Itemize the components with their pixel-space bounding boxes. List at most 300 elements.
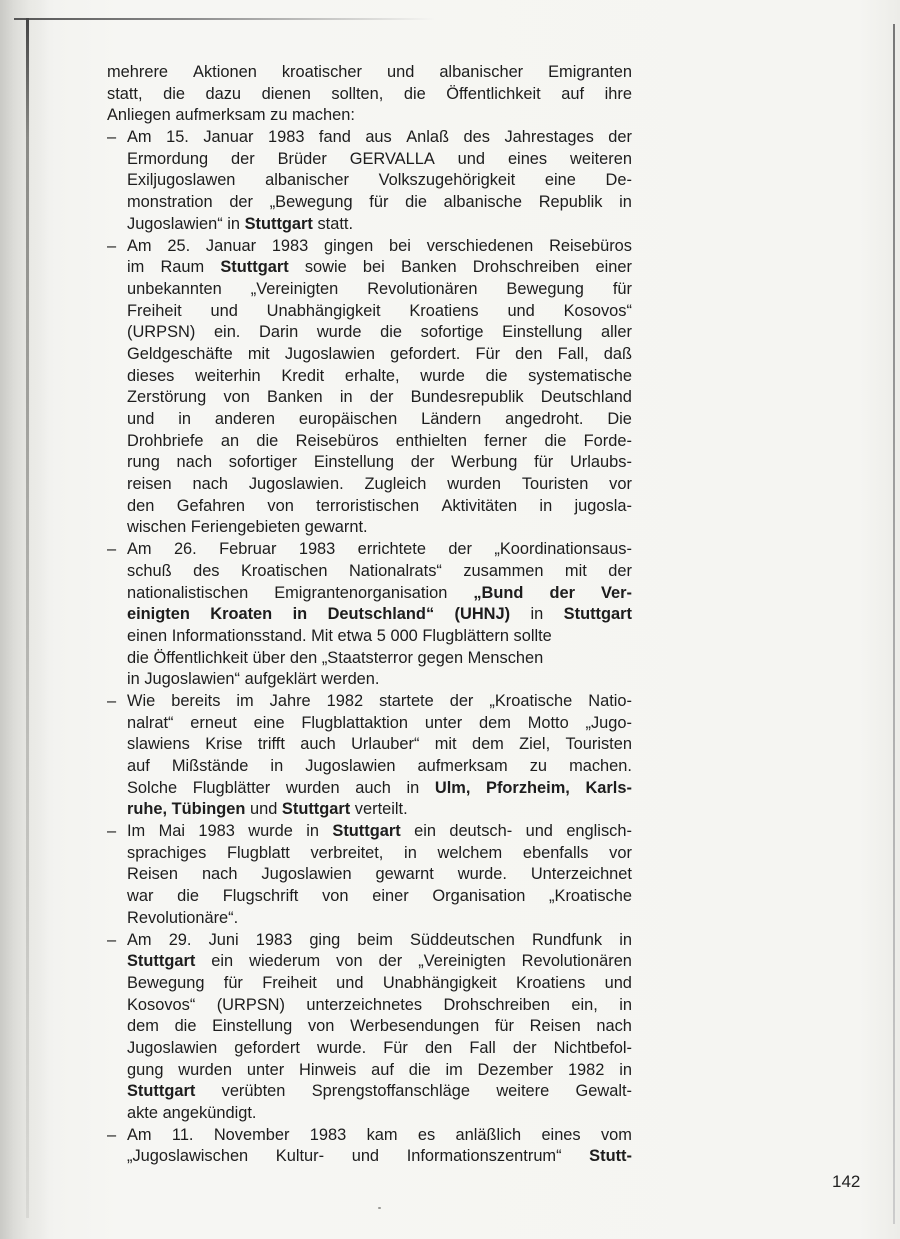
word: fand (318, 128, 351, 147)
word: zu (270, 106, 288, 125)
word: GERVALLA (349, 149, 435, 168)
word: Kroatiens (516, 973, 586, 992)
word: weiterhin (195, 366, 261, 385)
text-line (107, 886, 632, 908)
text-line (107, 1125, 632, 1147)
text-line (107, 62, 632, 84)
word: nach (176, 453, 213, 472)
word: nach (201, 865, 238, 884)
word: De- (605, 171, 632, 190)
word: vom (600, 1125, 632, 1144)
word: schuß (127, 561, 172, 580)
word: statt. (317, 214, 353, 233)
word: aufmerksam (417, 757, 508, 775)
word: ruhe, (127, 800, 168, 819)
word: monstration (127, 193, 213, 212)
word: Kosovos“ (563, 301, 632, 320)
word: gefordert (234, 1038, 300, 1057)
word: und (507, 301, 535, 320)
word: und (210, 301, 238, 320)
word: etwa (337, 626, 373, 645)
word: wurde (248, 822, 293, 841)
word: aller (600, 323, 632, 342)
word: anläßlich (455, 1125, 522, 1144)
word: für (369, 193, 389, 212)
word: auf (371, 1060, 394, 1079)
word: wurde (316, 323, 362, 342)
word: Aktivitäten (441, 496, 518, 515)
word: Exiljugoslawen (127, 171, 236, 190)
word: der (608, 561, 632, 580)
word: den (127, 496, 155, 515)
word: Für (475, 344, 501, 363)
word: Bewegung (506, 279, 584, 298)
word: Februar (219, 540, 277, 559)
word: die (163, 84, 185, 103)
word: der (410, 453, 435, 472)
word: Solche (127, 778, 178, 797)
word: europäischen (298, 410, 398, 428)
word: rung (127, 453, 160, 472)
word: 1983 (309, 1125, 347, 1144)
word: verübten (221, 1082, 286, 1101)
text-line (107, 279, 632, 301)
word: Fall, (557, 344, 589, 363)
word: Aktionen (193, 63, 257, 81)
word: Reisebüros (295, 431, 379, 450)
word: in (339, 388, 353, 407)
text-line (107, 496, 632, 518)
body-text (107, 62, 632, 1168)
word: und (457, 149, 486, 168)
word: und (386, 63, 415, 81)
word: 29. (168, 930, 192, 949)
word: in (306, 822, 320, 841)
word: verteilt. (354, 800, 408, 819)
word: im (127, 258, 145, 277)
word: verschiedenen (426, 236, 534, 255)
word: dem (471, 735, 504, 754)
word: Menschen (467, 648, 544, 667)
word: den (289, 648, 318, 667)
word: und (525, 822, 553, 841)
word: gegen (417, 648, 464, 667)
word: von (267, 496, 294, 515)
word: Reisen (529, 1017, 581, 1036)
word: Einstellung (212, 1017, 293, 1036)
word: 1983 (198, 822, 235, 841)
word: Anliegen (107, 106, 171, 125)
word: eine (253, 713, 285, 732)
word: „Koordinationsaus- (494, 540, 632, 559)
word: 25. (167, 236, 191, 255)
word: die (127, 648, 149, 667)
word: Am (127, 236, 152, 255)
word: slawiens (127, 735, 190, 754)
word: mit (564, 561, 587, 580)
word: Stuttgart (332, 822, 401, 841)
word: Am (127, 540, 152, 559)
word: der (549, 583, 575, 602)
word: verbreitet, (310, 843, 384, 862)
word: Darin (259, 323, 299, 342)
word: Im (127, 822, 146, 841)
word: Flugblättern (422, 626, 509, 645)
text-line (107, 756, 632, 778)
word: ein (414, 822, 436, 841)
word: Stuttgart (281, 800, 351, 819)
word: Bewegung (127, 973, 205, 992)
text-line (107, 1103, 632, 1125)
word: Raum (160, 258, 205, 277)
word: Reisen (127, 865, 179, 884)
word: der (229, 193, 254, 212)
word: kam (366, 1125, 398, 1144)
text-line (107, 799, 632, 821)
word: dieses (127, 366, 175, 385)
word: akte (127, 1104, 158, 1122)
word: nationalistischen (127, 583, 249, 602)
text-line (107, 474, 632, 496)
text-line (107, 930, 632, 952)
word: Flugblattaktion (301, 713, 408, 732)
word: Banken (400, 258, 457, 277)
word: in (292, 605, 308, 624)
word: für (534, 453, 554, 472)
word: die (544, 431, 567, 450)
scan-edge-top (14, 18, 434, 20)
word: in (227, 214, 241, 233)
word: 1982 (567, 1060, 605, 1079)
word: eines (507, 149, 548, 168)
word: erhalte, (344, 366, 400, 385)
word: beim (357, 930, 393, 949)
word: Volkszugehörigkeit (378, 171, 516, 190)
word: Kroaten (210, 605, 273, 624)
word: gung (127, 1060, 164, 1079)
word: und (127, 410, 155, 428)
word: englisch- (566, 822, 632, 841)
word: die (485, 366, 508, 385)
word: es (417, 1125, 436, 1144)
word: nach (596, 1017, 632, 1036)
word: die (380, 323, 402, 342)
text-line (107, 387, 632, 409)
word: auch (355, 778, 391, 797)
word: Jahrestages (504, 128, 594, 147)
word: kroatischer (281, 63, 362, 81)
word: Unabhängigkeit (266, 301, 381, 320)
word: 11. (171, 1125, 194, 1144)
word: für (612, 279, 632, 298)
word: im (236, 691, 254, 710)
word: Urlaubs- (569, 453, 632, 472)
word: albanischer (439, 63, 524, 81)
list-dash: – (107, 128, 117, 147)
word: mit (434, 735, 457, 754)
word: dienen (261, 84, 311, 103)
scan-speck (378, 1207, 381, 1209)
word: einer (372, 887, 409, 906)
word: auf (127, 757, 150, 775)
word: Zerstörung (127, 388, 207, 407)
word: Revolutionäre“. (127, 908, 239, 927)
text-line (107, 995, 632, 1017)
word: Krise (205, 735, 243, 754)
text-line (107, 583, 632, 605)
word: Stuttgart (563, 605, 632, 624)
word: 1983 (267, 128, 305, 147)
word: in (619, 193, 632, 212)
word: und (249, 800, 278, 819)
word: in (619, 930, 632, 949)
word: den (424, 1038, 453, 1057)
text-line (107, 604, 632, 626)
word: Pforzheim, (486, 778, 570, 797)
word: Ulm, (434, 778, 471, 797)
word: 1983 (271, 236, 309, 255)
word: der (231, 149, 255, 168)
word: in (539, 496, 553, 515)
text-line (107, 170, 632, 192)
word: Drohschreiben (472, 258, 580, 277)
word: Ländern (421, 410, 482, 428)
text-line (107, 778, 632, 800)
word: unter (424, 713, 463, 732)
word: 26. (173, 540, 197, 559)
word: ein (211, 952, 234, 971)
word: Touristen (521, 475, 589, 494)
word: die (408, 1060, 431, 1079)
word: „Jugo- (585, 713, 632, 732)
word: Einstellung (313, 453, 395, 472)
text-line (107, 236, 632, 258)
word: ein. (213, 323, 241, 342)
word: Juni (208, 930, 239, 949)
word: Süddeutschen (410, 930, 515, 949)
word: Mit (311, 626, 333, 645)
word: sollte (513, 626, 552, 645)
word: auch (300, 735, 336, 754)
word: Rundfunk (531, 930, 603, 949)
word: welchem (437, 843, 503, 862)
word: wurden (178, 1060, 233, 1079)
word: von (322, 887, 349, 906)
word: von (307, 1017, 335, 1036)
text-line (107, 539, 632, 561)
word: Freiheit (127, 301, 182, 320)
word: Fall (469, 1038, 496, 1057)
word: „Kroatische (489, 691, 573, 710)
scan-edge-left (26, 18, 29, 1218)
word: Am (127, 930, 152, 949)
word: eine (544, 171, 576, 190)
text-line (107, 864, 632, 886)
word: wurden (285, 778, 340, 797)
word: Bundesrepublik (410, 388, 524, 407)
text-line (107, 973, 632, 995)
word: (URPSN) (216, 995, 285, 1014)
word: in (270, 757, 284, 775)
word: enthielten (395, 431, 467, 450)
word: Jugoslawien“ (127, 214, 223, 233)
word: Ver- (600, 583, 632, 602)
word: Mai (158, 822, 186, 841)
word: Flugblatt (226, 843, 290, 862)
word: Informationsstand. (171, 626, 307, 645)
word: aus (365, 128, 392, 147)
word: wurde. (457, 865, 507, 884)
word: „Jugoslawischen (127, 1147, 249, 1166)
word: wiederum (249, 952, 321, 971)
word: des (193, 561, 220, 580)
word: gingen (324, 236, 374, 255)
word: Jugoslawien“ (144, 670, 241, 689)
word: reisen (127, 475, 172, 494)
word: Karls- (585, 778, 632, 797)
text-line (107, 301, 632, 323)
word: werden. (321, 670, 380, 689)
text-line (107, 821, 632, 843)
word: Januar (205, 236, 257, 255)
word: Am (127, 128, 152, 147)
word: wurde (420, 366, 465, 385)
word: statt, (107, 84, 143, 103)
list-dash: – (107, 822, 117, 841)
text-line (107, 257, 632, 279)
word: machen: (292, 106, 355, 125)
word: Kultur- (275, 1147, 325, 1166)
word: Urlauber“ (351, 735, 420, 754)
word: nach (192, 475, 229, 494)
word: Stuttgart (220, 258, 289, 277)
word: jugosla- (574, 496, 632, 515)
word: Deutschland (540, 388, 632, 407)
word: mehrere (107, 63, 169, 81)
word: Jugoslawien (127, 1038, 218, 1057)
word: des (463, 128, 490, 147)
word: Sprengstoffanschläge (311, 1082, 471, 1101)
word: (URPSN) (127, 323, 196, 342)
list-dash: – (107, 236, 117, 255)
text-line (107, 127, 632, 149)
word: und (604, 973, 632, 992)
word: Brüder (277, 149, 327, 168)
word: Werbung (451, 453, 518, 472)
word: Unabhängigkeit (382, 973, 497, 992)
list-dash: – (107, 1125, 117, 1144)
word: der (369, 388, 394, 407)
word: sofortiger (228, 453, 298, 472)
text-line (107, 431, 632, 453)
word: der (608, 128, 632, 147)
word: gewarnt (375, 865, 434, 884)
word: Für (383, 1038, 408, 1057)
word: unbekannten (127, 279, 222, 298)
word: erneut (190, 713, 237, 732)
word: November (213, 1125, 290, 1144)
word: Einstellung (502, 323, 583, 342)
word: Januar (203, 128, 254, 147)
word: für (494, 1017, 514, 1036)
word: Emigranten (548, 63, 632, 81)
scan-edge-right (893, 24, 895, 1224)
word: sprachiges (127, 843, 207, 862)
word: einigten (127, 605, 190, 624)
word: Kroatiens (409, 301, 479, 320)
list-dash: – (107, 691, 117, 710)
word: nalrat“ (127, 713, 174, 732)
text-line (107, 951, 632, 973)
word: Nationalrats“ (348, 561, 442, 580)
word: Stuttgart (244, 214, 313, 233)
word: 1983 (298, 540, 336, 559)
word: Emigrantenorganisation (274, 583, 448, 602)
word: ebenfalls (522, 843, 589, 862)
text-line (107, 84, 632, 106)
word: sollten, (331, 84, 384, 103)
text-line (107, 908, 632, 930)
word: den (515, 344, 543, 363)
word: war (127, 887, 154, 906)
text-line (107, 1081, 632, 1103)
list-dash: – (107, 540, 117, 559)
word: 000 (390, 626, 418, 645)
word: dazu (205, 84, 242, 103)
word: ferner (484, 431, 528, 450)
word: unter (246, 1060, 285, 1079)
book-spine-shadow (0, 0, 48, 1239)
text-line (107, 734, 632, 756)
word: Ziel, (519, 735, 551, 754)
word: angekündigt. (162, 1104, 257, 1122)
word: wischen (127, 518, 187, 537)
word: ging (309, 930, 341, 949)
text-line (107, 149, 632, 171)
word: an (220, 431, 240, 450)
word: in (530, 605, 544, 624)
word: Zugleich (364, 475, 427, 494)
word: wurde. (316, 1038, 367, 1057)
text-line (107, 1038, 632, 1060)
word: systematische (528, 366, 632, 385)
word: Gefahren (176, 496, 246, 515)
word: gefordert. (390, 344, 461, 363)
word: gewarnt. (304, 518, 368, 537)
word: von (223, 388, 250, 407)
word: eines (541, 1125, 581, 1144)
word: Freiheit (262, 973, 317, 992)
word: trifft (257, 735, 285, 754)
text-line (107, 691, 632, 713)
word: Tübingen (171, 800, 246, 819)
word: auf (561, 84, 585, 103)
text-line (107, 344, 632, 366)
word: 15. (166, 128, 189, 147)
word: Reisebüros (549, 236, 632, 255)
text-line (107, 713, 632, 735)
word: wurden (447, 475, 501, 494)
text-line (107, 843, 632, 865)
word: Stuttgart (127, 1082, 196, 1101)
word: in (619, 995, 632, 1014)
word: in (178, 410, 191, 428)
word: Flugschrift (222, 887, 299, 906)
word: „Staatsterror (321, 648, 413, 667)
word: zu (529, 757, 548, 775)
word: Forde- (583, 431, 632, 450)
word: Werbesendungen (350, 1017, 480, 1036)
